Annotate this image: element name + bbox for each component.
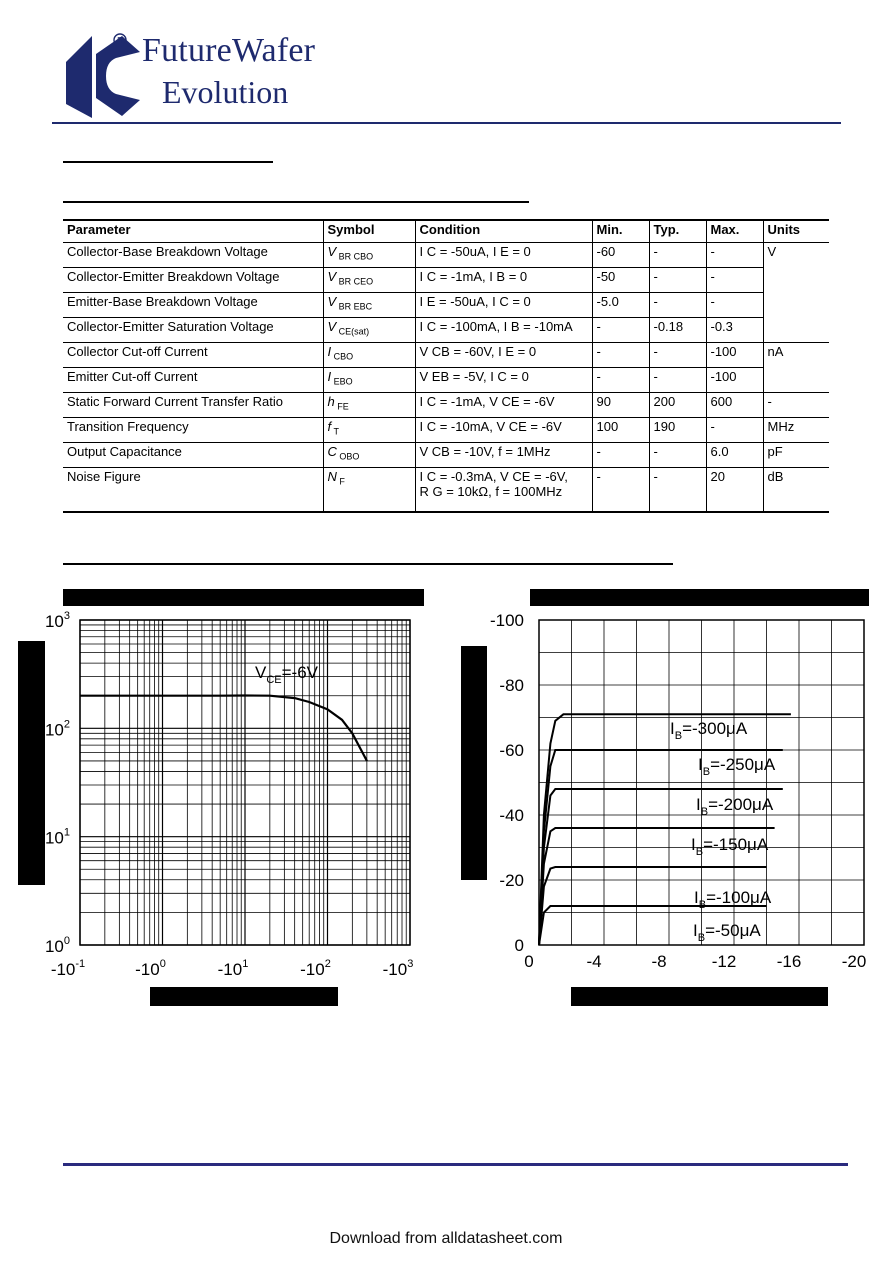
series-label: $I_B=-50\mu A$ <box>693 921 761 944</box>
units-cell <box>763 268 829 293</box>
condition-cell: I C = -1mA, V CE = -6V <box>415 393 592 418</box>
max-cell: - <box>706 268 763 293</box>
units-cell: - <box>763 393 829 418</box>
y-tick-label: $10^3$ <box>44 610 70 631</box>
condition-cell: I C = -100mA, I B = -10mA <box>415 318 592 343</box>
y-tick-label: 0 <box>514 936 524 955</box>
param-cell: Emitter Cut-off Current <box>63 368 323 393</box>
symbol-cell: V $_{BR CEO}$ <box>323 268 415 293</box>
max-cell: - <box>706 293 763 318</box>
header-symbol: Symbol <box>323 220 415 243</box>
typ-cell: -0.18 <box>649 318 706 343</box>
table-row <box>63 443 829 468</box>
max-cell: 6.0 <box>706 443 763 468</box>
min-cell: -5.0 <box>592 293 649 318</box>
units-cell <box>763 318 829 343</box>
condition-cell: V EB = -5V, I C = 0 <box>415 368 592 393</box>
max-cell: 20 <box>706 468 763 513</box>
max-cell: 600 <box>706 393 763 418</box>
x-tick-label: -4 <box>586 952 602 971</box>
table-row <box>63 343 829 368</box>
header-typ: Typ. <box>649 220 706 243</box>
typ-cell: - <box>649 243 706 268</box>
title-rule <box>63 161 273 163</box>
symbol-cell: I $_{EBO}$ <box>323 368 415 393</box>
x-tick-label: $-10^3$ <box>382 958 414 979</box>
min-cell: - <box>592 318 649 343</box>
electrical-characteristics-table <box>63 219 829 513</box>
typ-cell: - <box>649 343 706 368</box>
x-tick-label: $-10^{-1}$ <box>50 958 86 979</box>
symbol-cell: V $_{BR CBO}$ <box>323 243 415 268</box>
min-cell: - <box>592 368 649 393</box>
units-cell: nA <box>763 343 829 368</box>
max-cell: -0.3 <box>706 318 763 343</box>
symbol-cell: V $_{BR EBC}$ <box>323 293 415 318</box>
y-tick-label: -20 <box>499 871 524 890</box>
brand-name <box>142 34 315 108</box>
y-tick-label: $10^0$ <box>44 935 70 956</box>
units-cell: V <box>763 243 829 268</box>
symbol-cell: V $_{CE(sat)}$ <box>323 318 415 343</box>
param-cell: Collector-Emitter Saturation Voltage <box>63 318 323 343</box>
registered-mark: R <box>117 36 123 45</box>
footer-divider <box>63 1163 848 1166</box>
series-label: $I_B=-250\mu A$ <box>698 755 776 778</box>
condition-cell: V CB = -10V, f = 1MHz <box>415 443 592 468</box>
typ-cell: 190 <box>649 418 706 443</box>
y-tick-label: -80 <box>499 676 524 695</box>
units-cell: MHz <box>763 418 829 443</box>
graphs-rule <box>63 563 673 565</box>
table-row <box>63 318 829 343</box>
units-cell: dB <box>763 468 829 513</box>
condition-cell: V CB = -60V, I E = 0 <box>415 343 592 368</box>
param-cell: Collector Cut-off Current <box>63 343 323 368</box>
symbol-cell: I $_{CBO}$ <box>323 343 415 368</box>
symbol-cell: C $_{OBO}$ <box>323 443 415 468</box>
min-cell: 90 <box>592 393 649 418</box>
y-tick-label: -60 <box>499 741 524 760</box>
brand-line-1: FutureWafer <box>142 32 316 69</box>
header-divider <box>52 122 841 124</box>
header-units: Units <box>763 220 829 243</box>
y-tick-label: $10^1$ <box>44 826 70 848</box>
x-tick-label: -16 <box>776 952 802 971</box>
x-tick-label: $-10^1$ <box>217 958 249 979</box>
min-cell: -50 <box>592 268 649 293</box>
min-cell: - <box>592 443 649 468</box>
series-label: $I_B=-300\mu A$ <box>670 719 748 742</box>
typ-cell: - <box>649 468 706 513</box>
param-cell: Collector-Emitter Breakdown Voltage <box>63 268 323 293</box>
typ-cell: - <box>649 443 706 468</box>
y-tick-label: -40 <box>499 806 524 825</box>
series-label: $I_B=-150\mu A$ <box>691 835 769 858</box>
typ-cell: - <box>649 268 706 293</box>
param-cell: Static Forward Current Transfer Ratio <box>63 393 323 418</box>
x-tick-label: 0 <box>524 952 534 971</box>
download-source-text: Download from alldatasheet.com <box>329 1230 563 1247</box>
x-tick-label: -12 <box>711 952 737 971</box>
x-tick-label: $-10^0$ <box>135 958 166 979</box>
table-row <box>63 368 829 393</box>
param-cell: Emitter-Base Breakdown Voltage <box>63 293 323 318</box>
typ-cell: - <box>649 368 706 393</box>
brand-line-2: Evolution <box>162 74 289 110</box>
condition-cell: I C = -1mA, I B = 0 <box>415 268 592 293</box>
param-cell: Noise Figure <box>63 468 323 513</box>
min-cell: -60 <box>592 243 649 268</box>
header-max: Max. <box>706 220 763 243</box>
units-cell <box>763 293 829 318</box>
header-parameter: Parameter <box>63 220 323 243</box>
table-row <box>63 293 829 318</box>
typ-cell: 200 <box>649 393 706 418</box>
min-cell: - <box>592 468 649 513</box>
series-label: $I_B=-100\mu A$ <box>694 888 772 911</box>
min-cell: - <box>592 343 649 368</box>
series-line <box>539 714 791 945</box>
condition-cell: I E = -50uA, I C = 0 <box>415 293 592 318</box>
table-row <box>63 393 829 418</box>
company-logo <box>62 32 142 120</box>
condition-cell: I C = -10mA, V CE = -6V <box>415 418 592 443</box>
units-cell <box>763 368 829 393</box>
table-row <box>63 468 829 513</box>
series-label: $I_B=-200\mu A$ <box>696 795 774 818</box>
symbol-cell: N $_F$ <box>323 468 415 513</box>
y-tick-label: -100 <box>489 611 524 630</box>
min-cell: 100 <box>592 418 649 443</box>
section-rule <box>63 201 529 203</box>
param-cell: Collector-Base Breakdown Voltage <box>63 243 323 268</box>
typ-cell: - <box>649 293 706 318</box>
symbol-cell: h $_{FE}$ <box>323 393 415 418</box>
table-row <box>63 268 829 293</box>
y-tick-label: $10^2$ <box>44 718 70 740</box>
table-row <box>63 418 829 443</box>
x-tick-label: $-10^2$ <box>300 958 331 979</box>
hfe-vs-ic-chart <box>0 600 440 990</box>
ic-vs-vce-chart <box>440 600 892 990</box>
max-cell: -100 <box>706 343 763 368</box>
condition-cell: I C = -0.3mA, V CE = -6V, R G = 10kΩ, f = 100MHz <box>415 468 592 513</box>
vce-annotation: $V_{CE}=-6V$ <box>255 663 319 686</box>
x-tick-label: -8 <box>651 952 667 971</box>
max-cell: -100 <box>706 368 763 393</box>
table-row <box>63 243 829 268</box>
header-min: Min. <box>592 220 649 243</box>
max-cell: - <box>706 243 763 268</box>
param-cell: Transition Frequency <box>63 418 323 443</box>
max-cell: - <box>706 418 763 443</box>
condition-cell: I C = -50uA, I E = 0 <box>415 243 592 268</box>
x-tick-label: -20 <box>841 952 867 971</box>
symbol-cell: f $_T$ <box>323 418 415 443</box>
table-header-row <box>63 220 829 243</box>
header-condition: Condition <box>415 220 592 243</box>
units-cell: pF <box>763 443 829 468</box>
param-cell: Output Capacitance <box>63 443 323 468</box>
